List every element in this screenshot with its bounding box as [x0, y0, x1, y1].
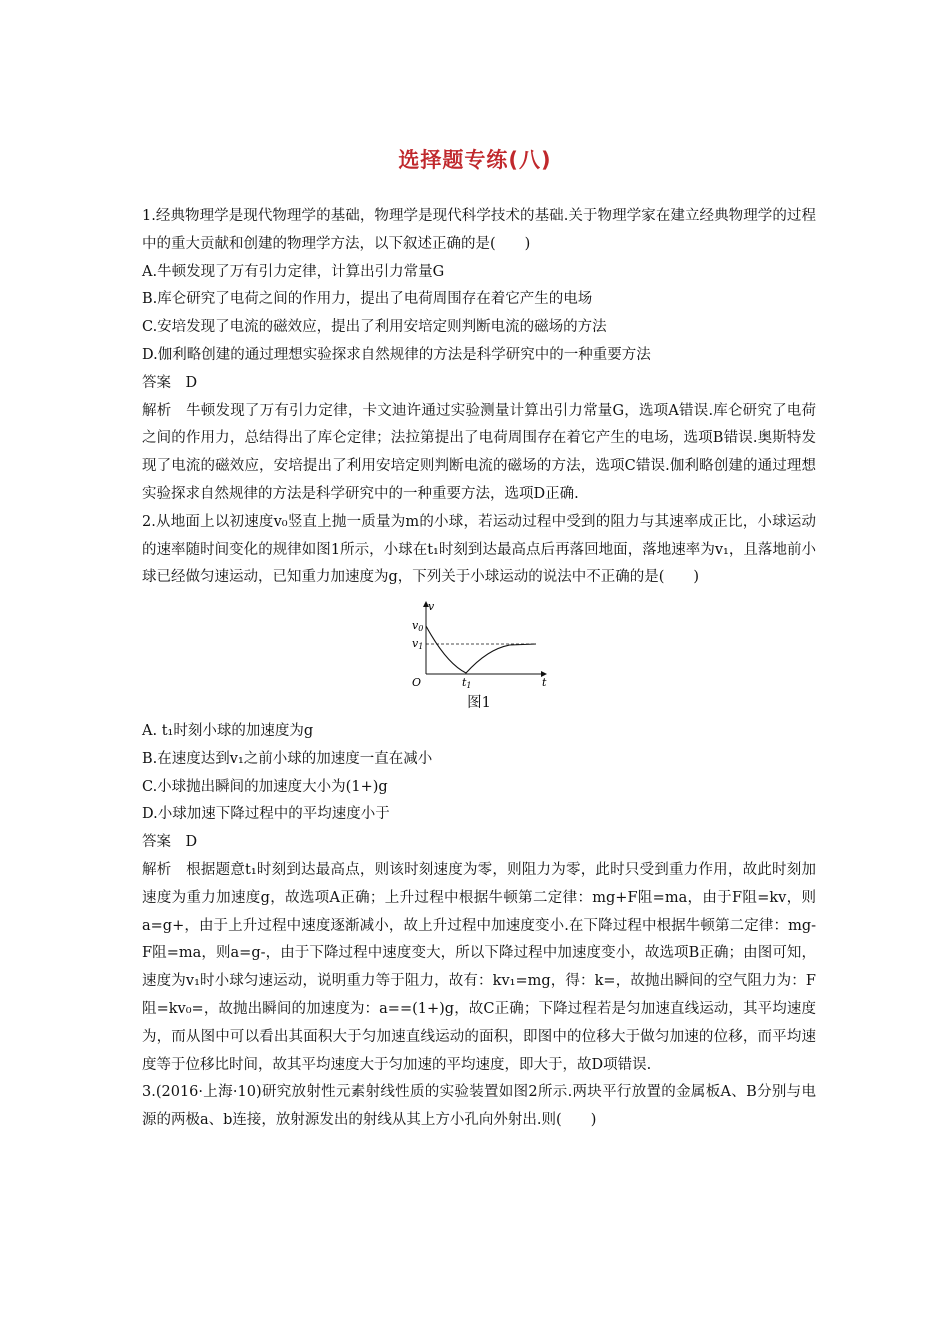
- q1-option-b: B.库仑研究了电荷之间的作用力，提出了电荷周围存在着它产生的电场: [142, 291, 593, 308]
- page-title: 选择题专练(八): [398, 148, 552, 172]
- t1-label: t1: [462, 676, 472, 689]
- figure-1-caption: 图1: [467, 695, 491, 712]
- q1-answer: 答案 D: [142, 374, 198, 391]
- q2-option-c: C.小球抛出瞬间的加速度大小为(1+)g: [142, 778, 388, 795]
- q2-option-d: D.小球加速下降过程中的平均速度小于: [142, 806, 390, 823]
- origin-label: O: [412, 676, 422, 689]
- axis-v-label: v: [428, 600, 435, 614]
- q3-stem: 3.(2016·上海·10)研究放射性元素射线性质的实验装置如图2所示.两块平行放置的金属板A、B分别与电源的两极a、b连接，放射源发出的射线从其上方小孔向外射出.则( ): [142, 1084, 816, 1129]
- q2-answer: 答案 D: [142, 834, 198, 851]
- vt-graph: [404, 598, 554, 688]
- q2-analysis: 解析 根据题意t₁时刻到达最高点，则该时刻速度为零，则阻力为零，此时只受到重力作用，故此时刻加速度为重力加速度g，故选项A正确；上升过程中根据牛顿第二定律：mg+F阻=ma，由于F阻=kv，则a=g+，由于上升过程中速度逐渐减小，故上升过程中加速度变小.在下降过程中根据牛顿第二定律：mg-F阻=ma，则a=g-，由于下降过程中速度变大，所以下降过程中加速度变小，故选项B正确；由图可知，速度为v₁时小球匀速运动，说明重力等于阻力，故有：kv₁=mg，得：k=，故抛出瞬间的空气阻力为：F阻=kv₀=，故抛出瞬间的加速度为：a==(1+)g，故C正确；下降过程若是匀加速直线运动，其平均速度为，而从图中可以看出其面积大于匀加速直线运动的面积，即图中的位移大于做匀加速的位移，而平均速度等于位移比时间，故其平均速度大于匀加速的平均速度，即大于，故D项错误.: [142, 861, 816, 1073]
- q1-option-d: D.伽利略创建的通过理想实验探求自然规律的方法是科学研究中的一种重要方法: [142, 346, 651, 363]
- q1-option-c: C.安培发现了电流的磁效应，提出了利用安培定则判断电流的磁场的方法: [142, 319, 607, 336]
- speed-curve: [426, 626, 536, 673]
- q1-analysis: 解析 牛顿发现了万有引力定律，卡文迪许通过实验测量计算出引力常量G，选项A错误.库仑研究了电荷之间的作用力，总结得出了库仑定律；法拉第提出了电荷周围存在着它产生的电场，选项B错误.奥斯特发现了电流的磁效应，安培提出了利用安培定则判断电流的磁场的方法，选项C错误.伽利略创建的通过理想实验探求自然规律的方法是科学研究中的一种重要方法，选项D正确.: [142, 402, 816, 502]
- content: [142, 203, 816, 1135]
- v0-label: v0: [412, 619, 424, 634]
- v1-label: v1: [412, 637, 424, 652]
- q1-stem: 1.经典物理学是现代物理学的基础，物理学是现代科学技术的基础.关于物理学家在建立经典物理学的过程中的重大贡献和创建的物理学方法，以下叙述正确的是( ): [142, 208, 816, 252]
- q2-option-b: B.在速度达到v₁之前小球的加速度一直在减小: [142, 750, 433, 767]
- axis-t-label: t: [542, 676, 547, 689]
- q2-stem: 2.从地面上以初速度v₀竖直上抛一质量为m的小球，若运动过程中受到的阻力与其速率成正比，小球运动的速率随时间变化的规律如图1所示，小球在t₁时刻到达最高点后再落回地面，落地速率为v₁，且落地前小球已经做匀速运动，已知重力加速度为g，下列关于小球运动的说法中不正确的是( ): [142, 513, 816, 586]
- q2-option-a: A. t₁时刻小球的加速度为g: [142, 722, 314, 739]
- figure-1: [142, 598, 816, 718]
- q1-option-a: A.牛顿发现了万有引力定律，计算出引力常量G: [142, 263, 445, 280]
